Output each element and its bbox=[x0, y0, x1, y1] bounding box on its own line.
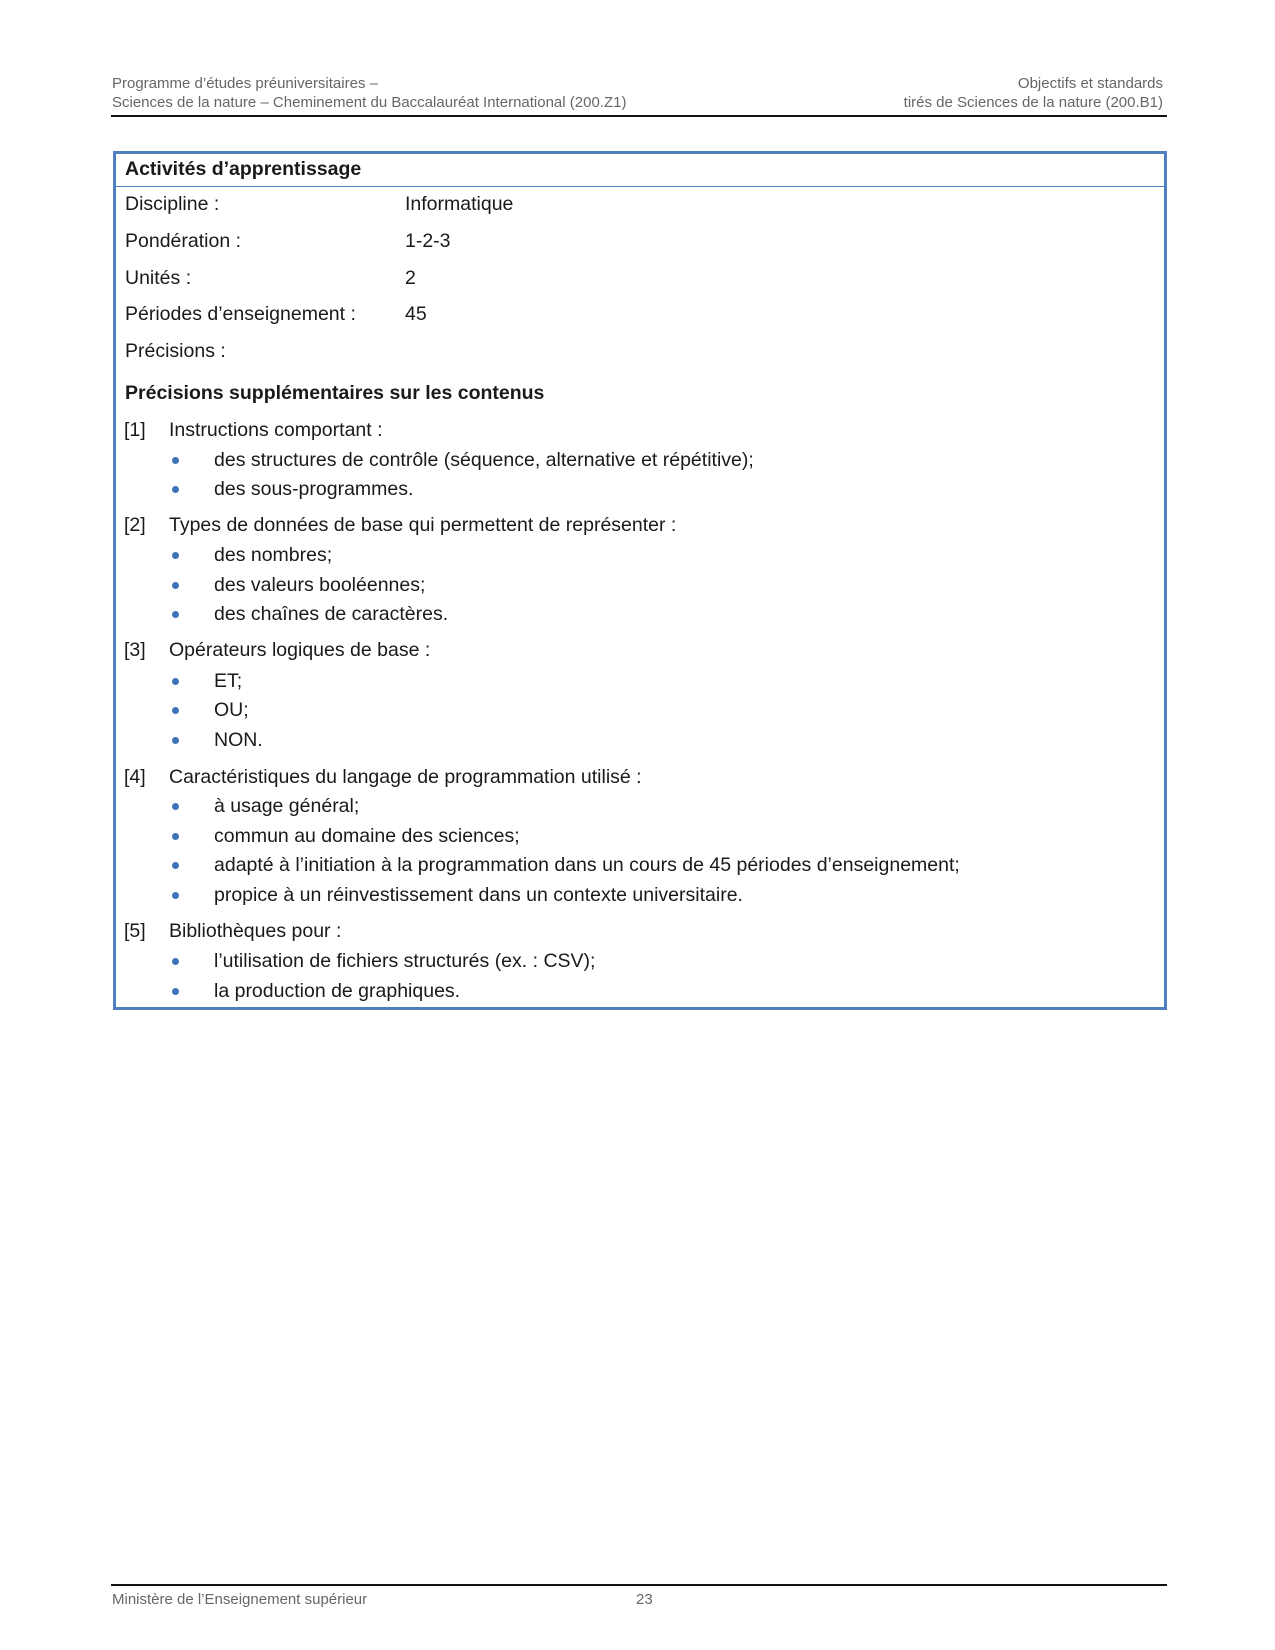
bullet-icon bbox=[172, 582, 179, 589]
bullet-text: OU; bbox=[214, 699, 249, 721]
bullet-text: propice à un réinvestissement dans un contexte universitaire. bbox=[214, 884, 743, 906]
field-value: Informatique bbox=[405, 193, 514, 215]
bullet-text: à usage général; bbox=[214, 795, 360, 817]
header-left-line2: Sciences de la nature – Cheminement du Baccalauréat International (200.Z1) bbox=[112, 94, 627, 111]
bullet-text: des valeurs booléennes; bbox=[214, 574, 426, 596]
header-left-line1: Programme d’études préuniversitaires – bbox=[112, 75, 378, 92]
page-number: 23 bbox=[636, 1591, 653, 1608]
item-number: [3] bbox=[124, 639, 146, 661]
field-value: 2 bbox=[405, 267, 416, 289]
bullet-text: ET; bbox=[214, 670, 243, 692]
bullet-text: commun au domaine des sciences; bbox=[214, 825, 520, 847]
field-label: Discipline : bbox=[125, 193, 220, 215]
bullet-icon bbox=[172, 892, 179, 899]
bullet-text: NON. bbox=[214, 729, 263, 751]
header-rule bbox=[111, 115, 1167, 117]
bullet-text: des sous-programmes. bbox=[214, 478, 414, 500]
item-text: Types de données de base qui permettent de représenter : bbox=[169, 514, 677, 536]
item-number: [5] bbox=[124, 920, 146, 942]
bullet-text: l’utilisation de fichiers structurés (ex. : CSV); bbox=[214, 950, 596, 972]
bullet-icon bbox=[172, 958, 179, 965]
footer-ministry: Ministère de l’Enseignement supérieur bbox=[112, 1591, 368, 1608]
bullet-text: la production de graphiques. bbox=[214, 980, 461, 1002]
header-right-line1: Objectifs et standards bbox=[1017, 75, 1163, 92]
box-title: Activités d’apprentissage bbox=[125, 158, 362, 180]
bullet-icon bbox=[172, 552, 179, 559]
item-number: [2] bbox=[124, 514, 146, 536]
bullet-icon bbox=[172, 678, 179, 685]
title-divider bbox=[116, 186, 1164, 187]
bullet-icon bbox=[172, 611, 179, 618]
bullet-icon bbox=[172, 833, 179, 840]
bullet-icon bbox=[172, 862, 179, 869]
bullet-text: adapté à l’initiation à la programmation dans un cours de 45 périodes d’enseignement; bbox=[214, 854, 960, 876]
field-label: Pondération : bbox=[125, 230, 242, 252]
header-right-line2: tirés de Sciences de la nature (200.B1) bbox=[903, 94, 1163, 111]
item-text: Opérateurs logiques de base : bbox=[169, 639, 431, 661]
field-label: Unités : bbox=[125, 267, 192, 289]
field-label: Précisions : bbox=[125, 340, 226, 362]
bullet-icon bbox=[172, 737, 179, 744]
footer-rule bbox=[111, 1584, 1167, 1586]
bullet-icon bbox=[172, 457, 179, 464]
bullet-icon bbox=[172, 707, 179, 714]
item-text: Bibliothèques pour : bbox=[169, 920, 342, 942]
field-value: 1-2-3 bbox=[405, 230, 451, 252]
bullet-text: des chaînes de caractères. bbox=[214, 603, 449, 625]
bullet-icon bbox=[172, 803, 179, 810]
bullet-icon bbox=[172, 988, 179, 995]
item-text: Caractéristiques du langage de programmation utilisé : bbox=[169, 766, 642, 788]
field-label: Périodes d’enseignement : bbox=[125, 303, 356, 325]
bullet-text: des nombres; bbox=[214, 544, 333, 566]
item-number: [1] bbox=[124, 419, 146, 441]
item-text: Instructions comportant : bbox=[169, 419, 383, 441]
item-number: [4] bbox=[124, 766, 146, 788]
subheading: Précisions supplémentaires sur les contenus bbox=[125, 382, 545, 404]
field-value: 45 bbox=[405, 303, 427, 325]
bullet-text: des structures de contrôle (séquence, alternative et répétitive); bbox=[214, 449, 754, 471]
bullet-icon bbox=[172, 486, 179, 493]
